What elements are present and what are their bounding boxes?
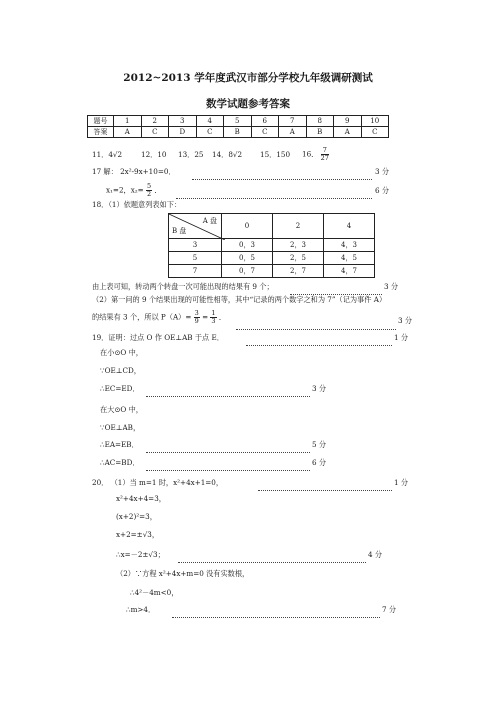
document-title: 2012~2013 学年度武汉市部分学校九年级调研测试: [123, 72, 373, 84]
q20-line-5: ∴x=－2±√3；: [116, 550, 165, 559]
score-mark: 5 分: [312, 440, 327, 449]
column-header: 0: [222, 214, 273, 239]
question-number-cell: 7: [279, 116, 307, 127]
dotted-leader: [146, 391, 310, 397]
q17-roots-end: ．: [154, 185, 162, 195]
dotted-leader: [172, 612, 380, 618]
q19-line-2: 在小⊙O 中，: [100, 348, 143, 357]
question-number-cell: 9: [334, 116, 362, 127]
outcome-cell: 2，3: [273, 239, 324, 252]
fraction-denominator: 27: [320, 154, 329, 162]
q17-line-1: 17 解： 2x²-9x+10=0．: [92, 167, 176, 176]
dotted-leader: [176, 193, 372, 199]
q20-line-1: 20． （1）当 m=1 时，x²+4x+1=0，: [92, 478, 224, 487]
q19-line-3: ∵OE⊥CD，: [100, 366, 141, 375]
answer-13: 13．25: [178, 150, 204, 159]
score-mark: 1 分: [394, 478, 409, 487]
corner-label-b: B 盘: [172, 227, 187, 235]
answer-12: 12．10: [141, 150, 167, 159]
probability-fraction-1: [194, 310, 200, 325]
score-mark: 3 分: [375, 167, 390, 176]
answer-16: [302, 147, 329, 162]
answer-cell: A: [114, 127, 142, 138]
question-number-cell: 5: [224, 116, 252, 127]
row-header: 5: [169, 252, 222, 265]
score-mark: 3 分: [398, 316, 413, 325]
outcome-table-row: [169, 252, 375, 265]
outcome-cell: 2，5: [273, 252, 324, 265]
outcome-table-row: [169, 265, 375, 278]
q18-probability-end: ．: [218, 312, 227, 322]
fraction-numerator: 5: [146, 182, 152, 190]
fraction-numerator: 1: [211, 309, 216, 317]
fraction-numerator: 7: [321, 147, 329, 155]
answer-16-fraction: [321, 147, 329, 162]
leader-dots: [246, 332, 392, 351]
score-mark: 4 分: [368, 550, 383, 559]
q19-line-5: 在大⊙O 中，: [100, 405, 143, 414]
question-number-cell: 10: [361, 116, 389, 127]
leader-dots: [146, 383, 310, 402]
q20-line-8: ∴m>4．: [126, 605, 156, 614]
question-number-cell: 2: [141, 116, 169, 127]
answer-table-answer-row: [88, 127, 389, 138]
fill-in-answers-row: [92, 150, 122, 160]
fraction-denominator: 3: [211, 317, 216, 325]
dotted-leader: [290, 289, 382, 295]
answer-14: 14．8√2: [212, 150, 243, 159]
answer-cell: B: [224, 127, 252, 138]
dotted-leader: [178, 557, 366, 563]
row-header: 3: [169, 239, 222, 252]
outcome-cell: 2，7: [273, 265, 324, 278]
question-number-cell: 8: [306, 116, 334, 127]
answer-cell: A: [334, 127, 362, 138]
row-label-question-number: 题号: [88, 116, 114, 127]
table-corner-cell: [169, 214, 222, 239]
leader-dots: [178, 549, 366, 568]
probability-fraction-2: [210, 310, 216, 325]
question-number-cell: 4: [196, 116, 224, 127]
q17-root-fraction: [146, 183, 152, 198]
row-header: 7: [169, 265, 222, 278]
q20-line-4: x+2=±√3，: [116, 530, 160, 539]
question-number-cell: 1: [114, 116, 142, 127]
q18-line-2: （2）第一问的 9 个结果出现的可能性相等，其中“记录的两个数字之和为 7”（记为事件 A）: [92, 295, 387, 304]
q19-line-1: 19．证明：过点 O 作 OE⊥AB 于点 E．: [92, 333, 224, 342]
score-mark: 3 分: [384, 282, 399, 291]
q20-line-6: （2）∵方程 x²+4x+m=0 没有实数根，: [116, 569, 250, 578]
leader-dots: [258, 477, 392, 496]
q18-intro: 18．（1）依题意列表如下：: [92, 200, 182, 209]
outcome-cell: 0，3: [222, 239, 273, 252]
score-mark: 6 分: [312, 458, 327, 467]
outcome-cell: 0，5: [222, 252, 273, 265]
answer-cell: C: [251, 127, 279, 138]
score-mark: 1 分: [394, 333, 409, 342]
answer-11: 11．4√2: [92, 150, 123, 159]
answer-cell: D: [169, 127, 197, 138]
q18-probability-text: 的结果有 3 个，所以 P（A）=: [92, 312, 192, 322]
fraction-denominator: 2: [146, 190, 152, 198]
answer-table-number-row: [88, 116, 389, 127]
outcome-cell: 4，3: [324, 239, 375, 252]
q20-line-3: (x+2)²=3，: [116, 512, 157, 521]
q18-line-1: 由上表可知，转动两个转盘一次可能出现的结果有 9 个；: [92, 282, 274, 291]
fraction-numerator: 3: [194, 309, 199, 317]
leader-dots: [146, 457, 310, 476]
outcome-table: [168, 213, 375, 278]
row-label-answer: 答案: [88, 127, 114, 138]
score-mark: 7 分: [382, 605, 397, 614]
outcome-cell: 4，7: [324, 265, 375, 278]
leader-dots: [146, 439, 310, 458]
dotted-leader: [236, 324, 396, 330]
q20-line-7: ∴4²－4m<0，: [130, 588, 179, 597]
score-mark: 3 分: [312, 384, 327, 393]
q17-line-2: [106, 183, 162, 198]
score-mark: 6 分: [375, 186, 390, 195]
q19-line-6: ∵OE⊥AB，: [100, 423, 141, 432]
answer-cell: C: [141, 127, 169, 138]
answer-cell: B: [306, 127, 334, 138]
q19-line-7: ∴EA=EB．: [100, 440, 139, 449]
equals-sign: =: [202, 312, 209, 322]
leader-dots: [172, 604, 380, 623]
q20-line-2: x²+4x+4=3，: [116, 494, 166, 503]
answer-cell: C: [196, 127, 224, 138]
dotted-leader: [192, 174, 372, 180]
outcome-cell: 4，5: [324, 252, 375, 265]
dotted-leader: [246, 340, 392, 346]
column-header: 2: [273, 214, 324, 239]
leader-dots: [192, 166, 372, 185]
outcome-table-row: [169, 239, 375, 252]
question-number-cell: 3: [169, 116, 197, 127]
question-number-cell: 6: [251, 116, 279, 127]
fraction-denominator: 9: [194, 317, 199, 325]
q18-line-3: [92, 310, 226, 325]
answer-16-label: 16．: [302, 149, 319, 159]
dotted-leader: [258, 485, 392, 491]
outcome-table-header-row: [169, 214, 375, 239]
answer-table: [87, 115, 389, 138]
q19-line-8: ∴AC=BD．: [100, 458, 140, 467]
answer-cell: C: [361, 127, 389, 138]
document-subtitle: 数学试题参考答案: [206, 98, 290, 110]
answer-15: 15．150: [260, 150, 291, 159]
leader-dots: [176, 185, 372, 204]
answer-cell: A: [279, 127, 307, 138]
q17-roots-text: x₁=2，x₂=: [106, 185, 144, 195]
corner-label-a: A 盘: [202, 217, 217, 225]
column-header: 4: [324, 214, 375, 239]
q19-line-4: ∴EC=ED．: [100, 384, 140, 393]
outcome-cell: 0，7: [222, 265, 273, 278]
dotted-leader: [146, 447, 310, 453]
dotted-leader: [146, 465, 310, 471]
